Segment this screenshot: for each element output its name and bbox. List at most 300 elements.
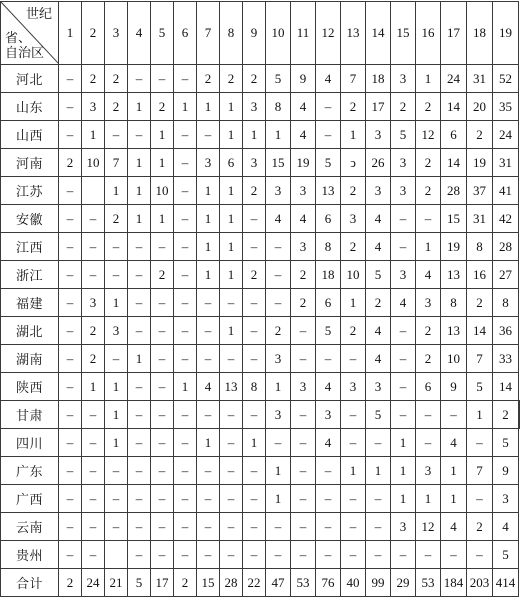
table-cell: 7 (105, 149, 128, 177)
table-cell: – (416, 205, 441, 233)
table-cell: 1 (197, 233, 220, 261)
table-cell: – (128, 317, 151, 345)
table-cell: – (128, 261, 151, 289)
table-cell: 2 (291, 289, 316, 317)
table-cell: 1 (105, 401, 128, 429)
table-cell: 4 (197, 373, 220, 401)
province-name-cell: 贵州 (1, 541, 59, 569)
table-cell: 3 (266, 177, 291, 205)
column-header-century-4: 4 (128, 2, 151, 65)
total-cell: 47 (266, 569, 291, 597)
table-cell: – (82, 233, 105, 261)
province-name-cell: 河北 (1, 65, 59, 93)
column-header-century-10: 10 (266, 2, 291, 65)
table-cell: – (243, 345, 266, 373)
total-cell: 22 (243, 569, 266, 597)
table-cell: – (174, 177, 197, 205)
table-cell: 1 (220, 261, 243, 289)
column-header-century-18: 18 (467, 2, 493, 65)
table-cell: 1 (220, 121, 243, 149)
table-cell: 1 (341, 289, 366, 317)
table-cell: – (197, 457, 220, 485)
table-cell: 2 (366, 289, 391, 317)
table-cell: – (220, 345, 243, 373)
table-cell: 6 (316, 205, 341, 233)
table-cell: 2 (243, 261, 266, 289)
table-cell: 2 (416, 345, 441, 373)
table-cell: – (59, 345, 82, 373)
total-cell: 21 (105, 569, 128, 597)
table-cell: – (197, 401, 220, 429)
table-row (1, 205, 520, 233)
table-cell: – (391, 401, 416, 429)
table-cell: 37 (467, 177, 493, 205)
table-cell: – (391, 345, 416, 373)
table-cell: 1 (197, 93, 220, 121)
table-cell: – (220, 541, 243, 569)
table-cell: 1 (151, 205, 174, 233)
total-cell: 15 (197, 569, 220, 597)
table-cell: 8 (493, 289, 519, 317)
column-header-century-2: 2 (82, 2, 105, 65)
province-name-cell: 甘肃 (1, 401, 59, 429)
table-cell: 1 (220, 177, 243, 205)
table-cell: 1 (266, 373, 291, 401)
province-name-cell: 陕西 (1, 373, 59, 401)
table-cell: – (59, 373, 82, 401)
table-cell: – (243, 485, 266, 513)
total-cell: 99 (366, 569, 391, 597)
table-cell: 3 (291, 373, 316, 401)
table-cell: – (220, 485, 243, 513)
table-cell: 1 (441, 457, 467, 485)
table-cell: 3 (366, 373, 391, 401)
table-cell: 2 (467, 513, 493, 541)
column-header-century-13: 13 (341, 2, 366, 65)
table-cell: – (243, 401, 266, 429)
table-cell: – (59, 457, 82, 485)
table-cell: 4 (316, 373, 341, 401)
table-cell: – (341, 401, 366, 429)
table-cell: 3 (493, 485, 519, 513)
table-cell: 35 (493, 93, 519, 121)
table-cell: – (197, 541, 220, 569)
table-cell: – (291, 401, 316, 429)
table-cell: 24 (493, 121, 519, 149)
table-cell: 42 (493, 205, 519, 233)
table-cell: 3 (82, 93, 105, 121)
table-cell: 13 (316, 177, 341, 205)
table-cell: 1 (105, 429, 128, 457)
table-cell: 3 (266, 345, 291, 373)
table-cell: – (341, 429, 366, 457)
table-cell: – (151, 233, 174, 261)
table-cell: 3 (391, 149, 416, 177)
table-cell: 9 (291, 65, 316, 93)
table-cell: 2 (151, 93, 174, 121)
table-cell: 8 (266, 93, 291, 121)
table-cell: 2 (416, 149, 441, 177)
table-cell: 3 (266, 401, 291, 429)
table-cell: 4 (493, 513, 519, 541)
table-cell: – (59, 121, 82, 149)
table-cell: 3 (291, 177, 316, 205)
table-cell: 1 (416, 65, 441, 93)
table-cell: 18 (366, 65, 391, 93)
table-cell: – (266, 429, 291, 457)
table-cell: 5 (366, 401, 391, 429)
table-cell: – (82, 513, 105, 541)
table-cell: 2 (391, 93, 416, 121)
table-cell: – (341, 485, 366, 513)
table-cell: 1 (174, 93, 197, 121)
table-cell: 3 (391, 261, 416, 289)
column-header-century-9: 9 (243, 2, 266, 65)
total-cell: 53 (291, 569, 316, 597)
table-row (1, 373, 520, 401)
table-cell: – (316, 93, 341, 121)
table-row (1, 149, 520, 177)
column-header-century-12: 12 (316, 2, 341, 65)
table-cell: 6 (416, 373, 441, 401)
table-cell: 9 (441, 373, 467, 401)
table-cell: – (174, 65, 197, 93)
total-cell: 203 (467, 569, 493, 597)
table-cell: – (316, 121, 341, 149)
table-cell: 2 (467, 121, 493, 149)
column-header-century-8: 8 (220, 2, 243, 65)
table-cell: – (151, 485, 174, 513)
table-cell: – (291, 513, 316, 541)
total-cell: 28 (220, 569, 243, 597)
table-cell: 7 (467, 457, 493, 485)
table-cell: 15 (266, 149, 291, 177)
table-cell: 2 (197, 65, 220, 93)
table-cell: 3 (416, 289, 441, 317)
table-row (1, 289, 520, 317)
table-cell: – (128, 289, 151, 317)
table-cell: – (128, 121, 151, 149)
table-cell: – (220, 429, 243, 457)
table-cell: 4 (366, 345, 391, 373)
table-cell: 1 (266, 485, 291, 513)
table-cell: – (128, 401, 151, 429)
table-cell: 3 (105, 317, 128, 345)
table-cell: 13 (441, 261, 467, 289)
table-cell: – (128, 65, 151, 93)
table-cell: 4 (441, 429, 467, 457)
province-name-cell: 湖南 (1, 345, 59, 373)
table-cell: – (59, 177, 82, 205)
table-cell: – (341, 345, 366, 373)
table-cell: 1 (220, 233, 243, 261)
table-cell: 4 (291, 205, 316, 233)
column-header-century-14: 14 (366, 2, 391, 65)
table-cell: – (366, 513, 391, 541)
table-cell: – (197, 485, 220, 513)
table-cell: – (151, 65, 174, 93)
table-row (1, 457, 520, 485)
table-cell: 13 (441, 317, 467, 345)
total-cell: 414 (493, 569, 519, 597)
table-cell: 1 (341, 457, 366, 485)
table-cell: – (391, 317, 416, 345)
total-cell: 5 (128, 569, 151, 597)
table-cell: 33 (493, 345, 519, 373)
table-cell: 1 (82, 121, 105, 149)
table-cell: – (82, 261, 105, 289)
table-row (1, 317, 520, 345)
table-cell: – (59, 233, 82, 261)
table-cell: 18 (316, 261, 341, 289)
table-cell: – (82, 401, 105, 429)
table-cell: 5 (366, 261, 391, 289)
table-cell: 1 (220, 93, 243, 121)
table-row (1, 429, 520, 457)
table-cell: – (316, 513, 341, 541)
table-cell: 6 (441, 121, 467, 149)
table-cell: 1 (341, 121, 366, 149)
table-cell: – (151, 401, 174, 429)
table-cell: 31 (467, 65, 493, 93)
province-name-cell: 广西 (1, 485, 59, 513)
table-cell: – (316, 457, 341, 485)
table-cell: – (266, 289, 291, 317)
table-cell: 10 (341, 261, 366, 289)
table-cell: – (174, 261, 197, 289)
table-cell: 4 (416, 261, 441, 289)
table-cell: – (366, 541, 391, 569)
header-row (1, 2, 520, 65)
table-cell (105, 541, 128, 569)
table-cell: 8 (243, 373, 266, 401)
table-cell: 1 (105, 177, 128, 205)
table-cell: – (174, 485, 197, 513)
table-cell: 1 (105, 289, 128, 317)
table-row (1, 65, 520, 93)
table-cell: – (59, 93, 82, 121)
table-cell: – (151, 345, 174, 373)
table-cell: – (416, 429, 441, 457)
table-cell: – (266, 261, 291, 289)
table-cell: 5 (266, 65, 291, 93)
province-label-line2: 自治区 (5, 45, 45, 60)
table-cell: 6 (316, 289, 341, 317)
table-cell: – (105, 121, 128, 149)
table-cell: 2 (82, 317, 105, 345)
table-cell: 4 (441, 513, 467, 541)
table-cell: 15 (441, 205, 467, 233)
table-cell: 5 (316, 149, 341, 177)
table-cell: 2 (243, 65, 266, 93)
table-cell: 3 (341, 205, 366, 233)
table-cell: – (151, 373, 174, 401)
column-header-century-17: 17 (441, 2, 467, 65)
table-cell: 1 (174, 373, 197, 401)
table-cell: 1 (197, 261, 220, 289)
total-cell: 2 (174, 569, 197, 597)
table-cell: 1 (391, 429, 416, 457)
table-cell: 26 (366, 149, 391, 177)
table-cell: 10 (82, 149, 105, 177)
table-cell: 10 (441, 345, 467, 373)
table-cell: 28 (493, 233, 519, 261)
table-cell: 3 (316, 401, 341, 429)
table-cell: 4 (366, 233, 391, 261)
table-cell: 3 (366, 121, 391, 149)
table-cell: 1 (128, 205, 151, 233)
table-cell: 2 (105, 65, 128, 93)
table-cell: 2 (82, 345, 105, 373)
table-cell: – (174, 121, 197, 149)
table-cell: 3 (391, 513, 416, 541)
table-cell: 3 (341, 373, 366, 401)
table-cell: 3 (82, 289, 105, 317)
table-cell: 3 (243, 149, 266, 177)
table-cell: 24 (441, 65, 467, 93)
total-label-cell: 合计 (1, 569, 59, 597)
total-cell: 40 (341, 569, 366, 597)
table-cell: – (174, 513, 197, 541)
table-cell: – (59, 485, 82, 513)
province-name-cell: 山西 (1, 121, 59, 149)
table-cell: – (174, 205, 197, 233)
table-cell: 2 (291, 261, 316, 289)
table-cell: – (197, 289, 220, 317)
table-cell: 8 (316, 233, 341, 261)
table-cell: 14 (441, 149, 467, 177)
table-cell: 3 (391, 65, 416, 93)
table-cell: 1 (197, 177, 220, 205)
table-cell: 16 (467, 261, 493, 289)
table-cell: 2 (243, 177, 266, 205)
table-cell: – (220, 289, 243, 317)
table-cell: 9 (493, 457, 519, 485)
table-cell: 7 (341, 65, 366, 93)
total-cell: 2 (59, 569, 82, 597)
province-name-cell: 福建 (1, 289, 59, 317)
column-header-century-16: 16 (416, 2, 441, 65)
table-cell: – (341, 541, 366, 569)
table-cell: 1 (82, 373, 105, 401)
table-cell: 17 (366, 93, 391, 121)
table-cell: 8 (441, 289, 467, 317)
province-name-cell: 江西 (1, 233, 59, 261)
table-cell: 1 (105, 373, 128, 401)
table-row (1, 345, 520, 373)
table-cell: – (266, 233, 291, 261)
table-row (1, 177, 520, 205)
province-label (5, 30, 44, 60)
table-cell: 1 (128, 177, 151, 205)
table-cell: 1 (128, 149, 151, 177)
table-cell: 27 (493, 261, 519, 289)
data-table (0, 1, 520, 597)
total-row (1, 569, 520, 597)
table-row (1, 261, 520, 289)
table-cell: 5 (316, 317, 341, 345)
table-cell: 36 (493, 317, 519, 345)
table-row (1, 233, 520, 261)
table-cell: 1 (416, 233, 441, 261)
table-cell: 1 (266, 121, 291, 149)
total-cell: 53 (416, 569, 441, 597)
total-cell: 24 (82, 569, 105, 597)
table-cell: – (59, 205, 82, 233)
table-cell: – (105, 485, 128, 513)
table-cell: ↄ (341, 149, 366, 177)
table-cell: 1 (441, 485, 467, 513)
table-cell: – (391, 373, 416, 401)
table-cell: 41 (493, 177, 519, 205)
table-cell: 20 (467, 93, 493, 121)
table-cell: 2 (467, 289, 493, 317)
table-cell: 2 (105, 93, 128, 121)
table-cell: 1 (391, 457, 416, 485)
table-cell: – (128, 429, 151, 457)
table-cell: 1 (128, 93, 151, 121)
table-cell: – (243, 513, 266, 541)
table-cell: 5 (467, 373, 493, 401)
total-cell: 76 (316, 569, 341, 597)
table-cell: 3 (243, 93, 266, 121)
table-cell (519, 401, 520, 429)
table-cell: 4 (266, 205, 291, 233)
table-cell: – (441, 401, 467, 429)
table-cell: – (174, 541, 197, 569)
table-cell: – (243, 289, 266, 317)
table-cell: – (128, 541, 151, 569)
table-cell: 19 (441, 233, 467, 261)
table-cell: – (174, 233, 197, 261)
table-cell: – (220, 457, 243, 485)
column-header-century-15: 15 (391, 2, 416, 65)
table-cell: 2 (416, 317, 441, 345)
province-name-cell: 河南 (1, 149, 59, 177)
table-cell: – (128, 233, 151, 261)
table-cell: – (128, 373, 151, 401)
table-row (1, 401, 520, 429)
table-cell: – (59, 261, 82, 289)
table-cell: – (82, 457, 105, 485)
table-cell: – (128, 513, 151, 541)
table-cell: – (197, 121, 220, 149)
table-cell: 2 (341, 317, 366, 345)
table-cell: 6 (220, 149, 243, 177)
province-label-line1: 省、 (5, 30, 32, 45)
table-cell: – (316, 485, 341, 513)
table-cell: – (467, 485, 493, 513)
table-cell: – (174, 149, 197, 177)
table-cell: – (291, 541, 316, 569)
column-header-century-3: 3 (105, 2, 128, 65)
table-cell: – (291, 345, 316, 373)
table-cell: 1 (220, 317, 243, 345)
table-cell: – (174, 289, 197, 317)
table-cell: – (197, 345, 220, 373)
table-cell: 12 (416, 513, 441, 541)
table-cell: – (82, 205, 105, 233)
table-cell: – (128, 457, 151, 485)
table-cell: 8 (467, 233, 493, 261)
table-cell: 3 (366, 177, 391, 205)
table-cell: 1 (391, 485, 416, 513)
table-row (1, 485, 520, 513)
table-cell: – (197, 513, 220, 541)
province-name-cell: 云南 (1, 513, 59, 541)
table-cell: 31 (467, 205, 493, 233)
table-cell: 3 (391, 177, 416, 205)
